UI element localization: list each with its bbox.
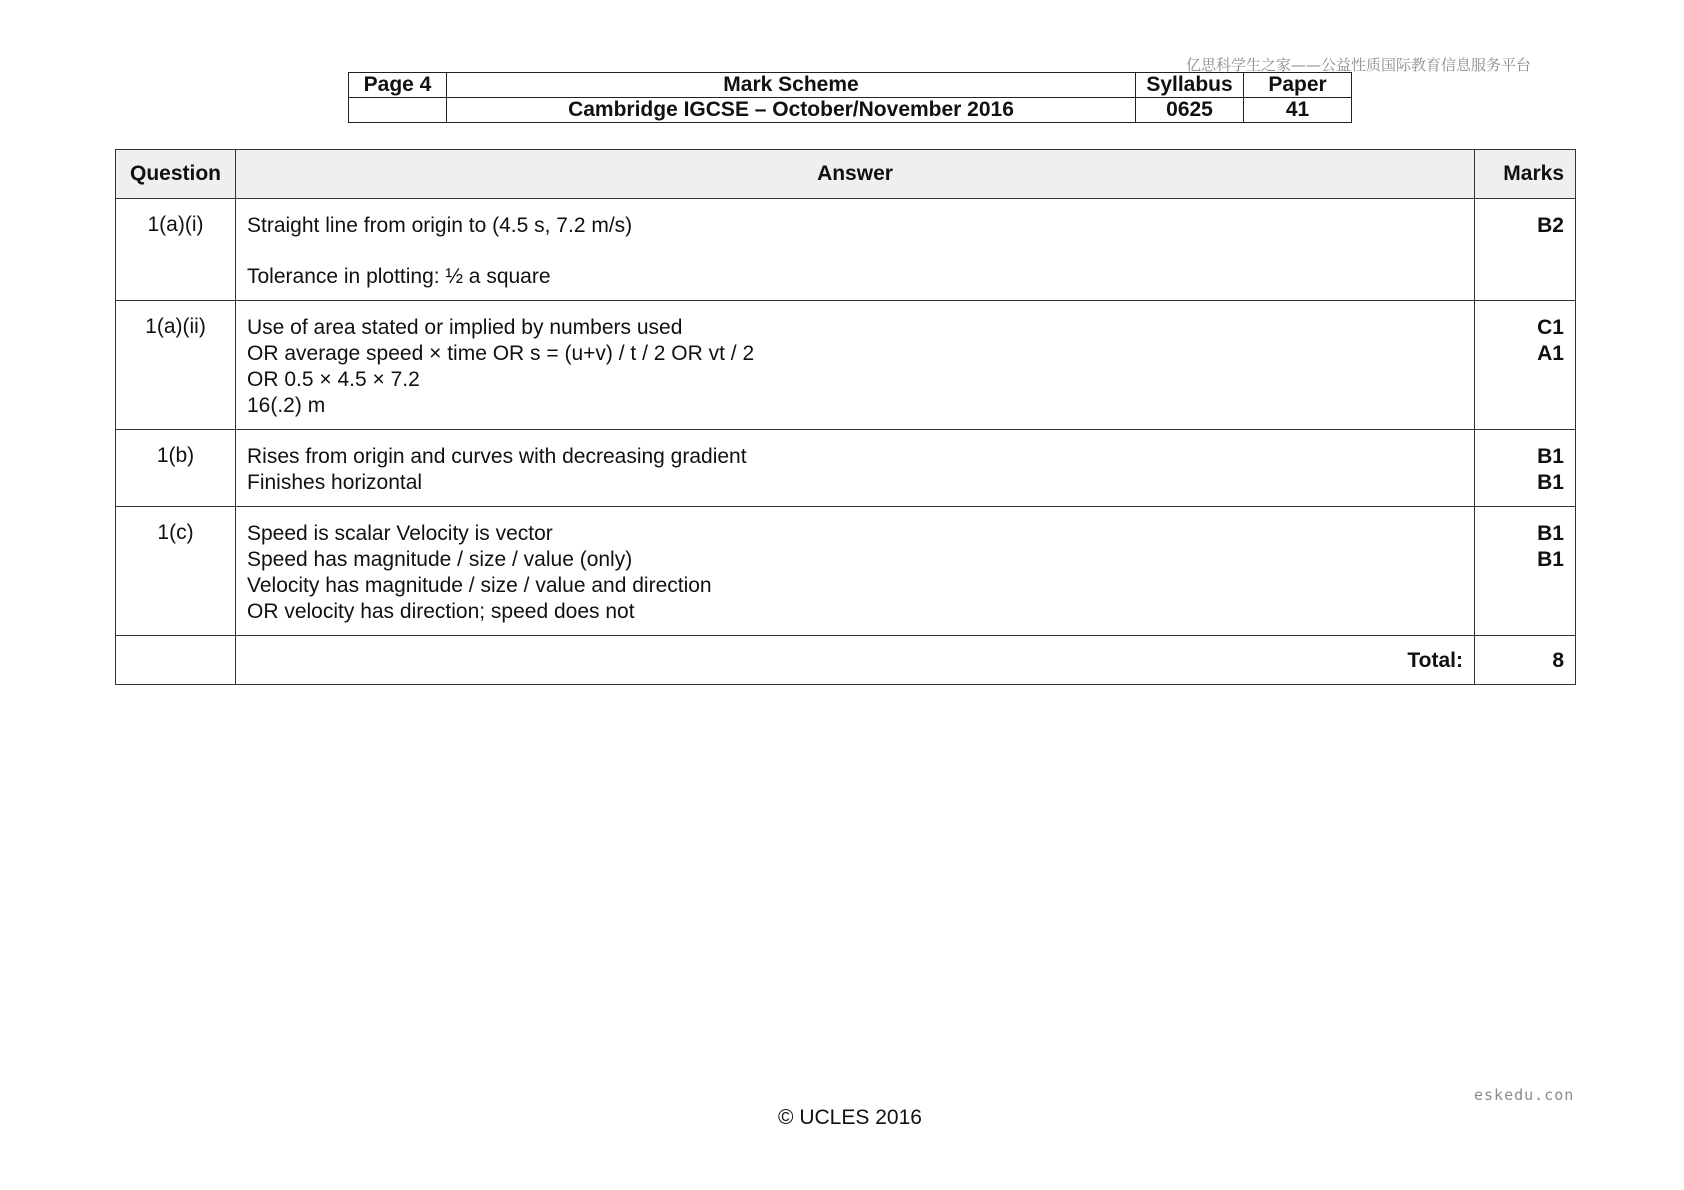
answer-line: Speed is scalar Velocity is vector [247,522,553,545]
mark-code: B1 [1537,548,1564,571]
mark-scheme-table [115,149,1576,685]
header-empty-cell [349,98,447,123]
answer-line: OR average speed × time OR s = (u+v) / t / 2 OR vt / 2 [247,342,755,365]
question-header: Question [116,150,236,199]
table-row [116,507,1576,636]
mark-code: C1 [1537,316,1564,339]
copyright-footer: © UCLES 2016 [778,1106,922,1129]
answer-header: Answer [236,150,1475,199]
total-value: 8 [1475,636,1576,685]
question-number: 1(a)(i) [116,199,236,301]
watermark-bottom: eskedu.con [1474,1086,1575,1104]
page-number: Page 4 [349,73,447,98]
syllabus-label: Syllabus [1136,73,1244,98]
paper-label: Paper [1244,73,1352,98]
table-row [116,199,1576,301]
question-number: 1(b) [116,430,236,507]
marks-cell [1475,507,1576,636]
watermark-top: 亿思科学生之家——公益性质国际教育信息服务平台 [1186,56,1532,74]
marks-header: Marks [1475,150,1576,199]
answer-cell [236,507,1475,636]
answer-line: Tolerance in plotting: ½ a square [247,265,551,288]
paper-number: 41 [1244,98,1352,123]
answer-spacer [247,239,1463,264]
table-row [116,430,1576,507]
mark-code: B2 [1537,214,1564,237]
answer-line: Use of area stated or implied by numbers used [247,316,683,339]
answer-cell [236,199,1475,301]
total-row [116,636,1576,685]
marks-cell [1475,301,1576,430]
answer-line: Speed has magnitude / size / value (only) [247,548,633,571]
table-row [116,301,1576,430]
answer-line: Straight line from origin to (4.5 s, 7.2 m/s) [247,214,633,237]
question-number: 1(a)(ii) [116,301,236,430]
total-empty-cell [116,636,236,685]
answer-cell [236,301,1475,430]
syllabus-code: 0625 [1136,98,1244,123]
mark-code: B1 [1537,471,1564,494]
header-table [348,72,1352,123]
document-subtitle: Cambridge IGCSE – October/November 2016 [447,98,1136,123]
answer-line: 16(.2) m [247,394,326,417]
answer-cell [236,430,1475,507]
marks-cell [1475,199,1576,301]
answer-line: Rises from origin and curves with decreasing gradient [247,445,747,468]
mark-code: B1 [1537,445,1564,468]
table-header-row [116,150,1576,199]
question-number: 1(c) [116,507,236,636]
mark-code: B1 [1537,522,1564,545]
answer-line: OR velocity has direction; speed does not [247,600,635,623]
marks-cell [1475,430,1576,507]
answer-line: Finishes horizontal [247,471,423,494]
document-title: Mark Scheme [447,73,1136,98]
mark-code: A1 [1537,342,1564,365]
answer-line: Velocity has magnitude / size / value and direction [247,574,712,597]
total-label: Total: [236,636,1475,685]
answer-line: OR 0.5 × 4.5 × 7.2 [247,368,420,391]
